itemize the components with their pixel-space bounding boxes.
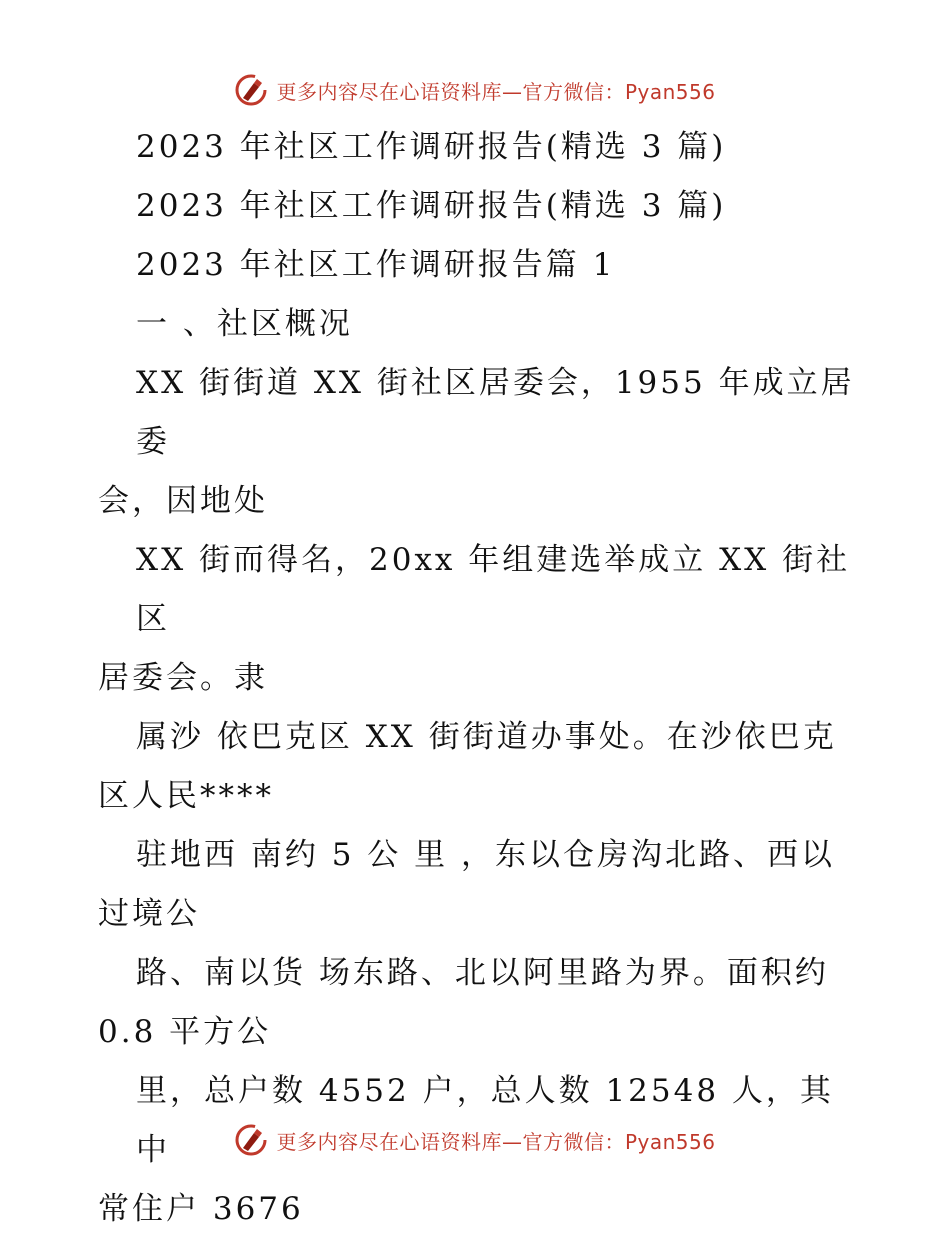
header-watermark — [0, 70, 950, 110]
paragraph-line: 常住户 3676 — [98, 1191, 304, 1227]
pen-logo-icon — [234, 73, 268, 107]
paragraph-line: 驻地西 南约 5 公 里 ，东以仓房沟北路、西以 — [136, 837, 835, 873]
subsection-heading: 一 、社区概况 — [136, 306, 353, 342]
paragraph-line: 路、南以货 场东路、北以阿里路为界。面积约 — [136, 955, 829, 991]
paragraph-line: 区人民**** — [98, 778, 274, 814]
paragraph-line: 0.8 平方公 — [98, 1014, 272, 1050]
section-heading: 2023 年社区工作调研报告篇 1 — [136, 247, 616, 283]
paragraph-line: 里，总户数 4552 户，总人数 12548 人，其中 — [136, 1073, 834, 1168]
document-title-repeat: 2023 年社区工作调研报告(精选 3 篇) — [136, 188, 727, 224]
paragraph-line: 居委会。隶 — [98, 660, 268, 696]
paragraph-line: 会，因地处 — [98, 483, 268, 519]
document-body — [98, 118, 858, 1239]
pen-logo-icon — [234, 1123, 268, 1157]
document-title: 2023 年社区工作调研报告(精选 3 篇) — [136, 129, 727, 165]
footer-watermark — [0, 1120, 950, 1160]
paragraph-line: XX 街街道 XX 街社区居委会，1955 年成立居委 — [136, 365, 855, 460]
paragraph-line: 过境公 — [98, 896, 200, 932]
watermark-text: 更多内容尽在心语资料库—官方微信：Pyan556 — [276, 1129, 716, 1154]
paragraph-line: XX 街而得名，20xx 年组建选举成立 XX 街社区 — [136, 542, 851, 637]
paragraph-line: 属沙 依巴克区 XX 街街道办事处。在沙依巴克 — [136, 719, 837, 755]
watermark-text: 更多内容尽在心语资料库—官方微信：Pyan556 — [276, 79, 716, 104]
